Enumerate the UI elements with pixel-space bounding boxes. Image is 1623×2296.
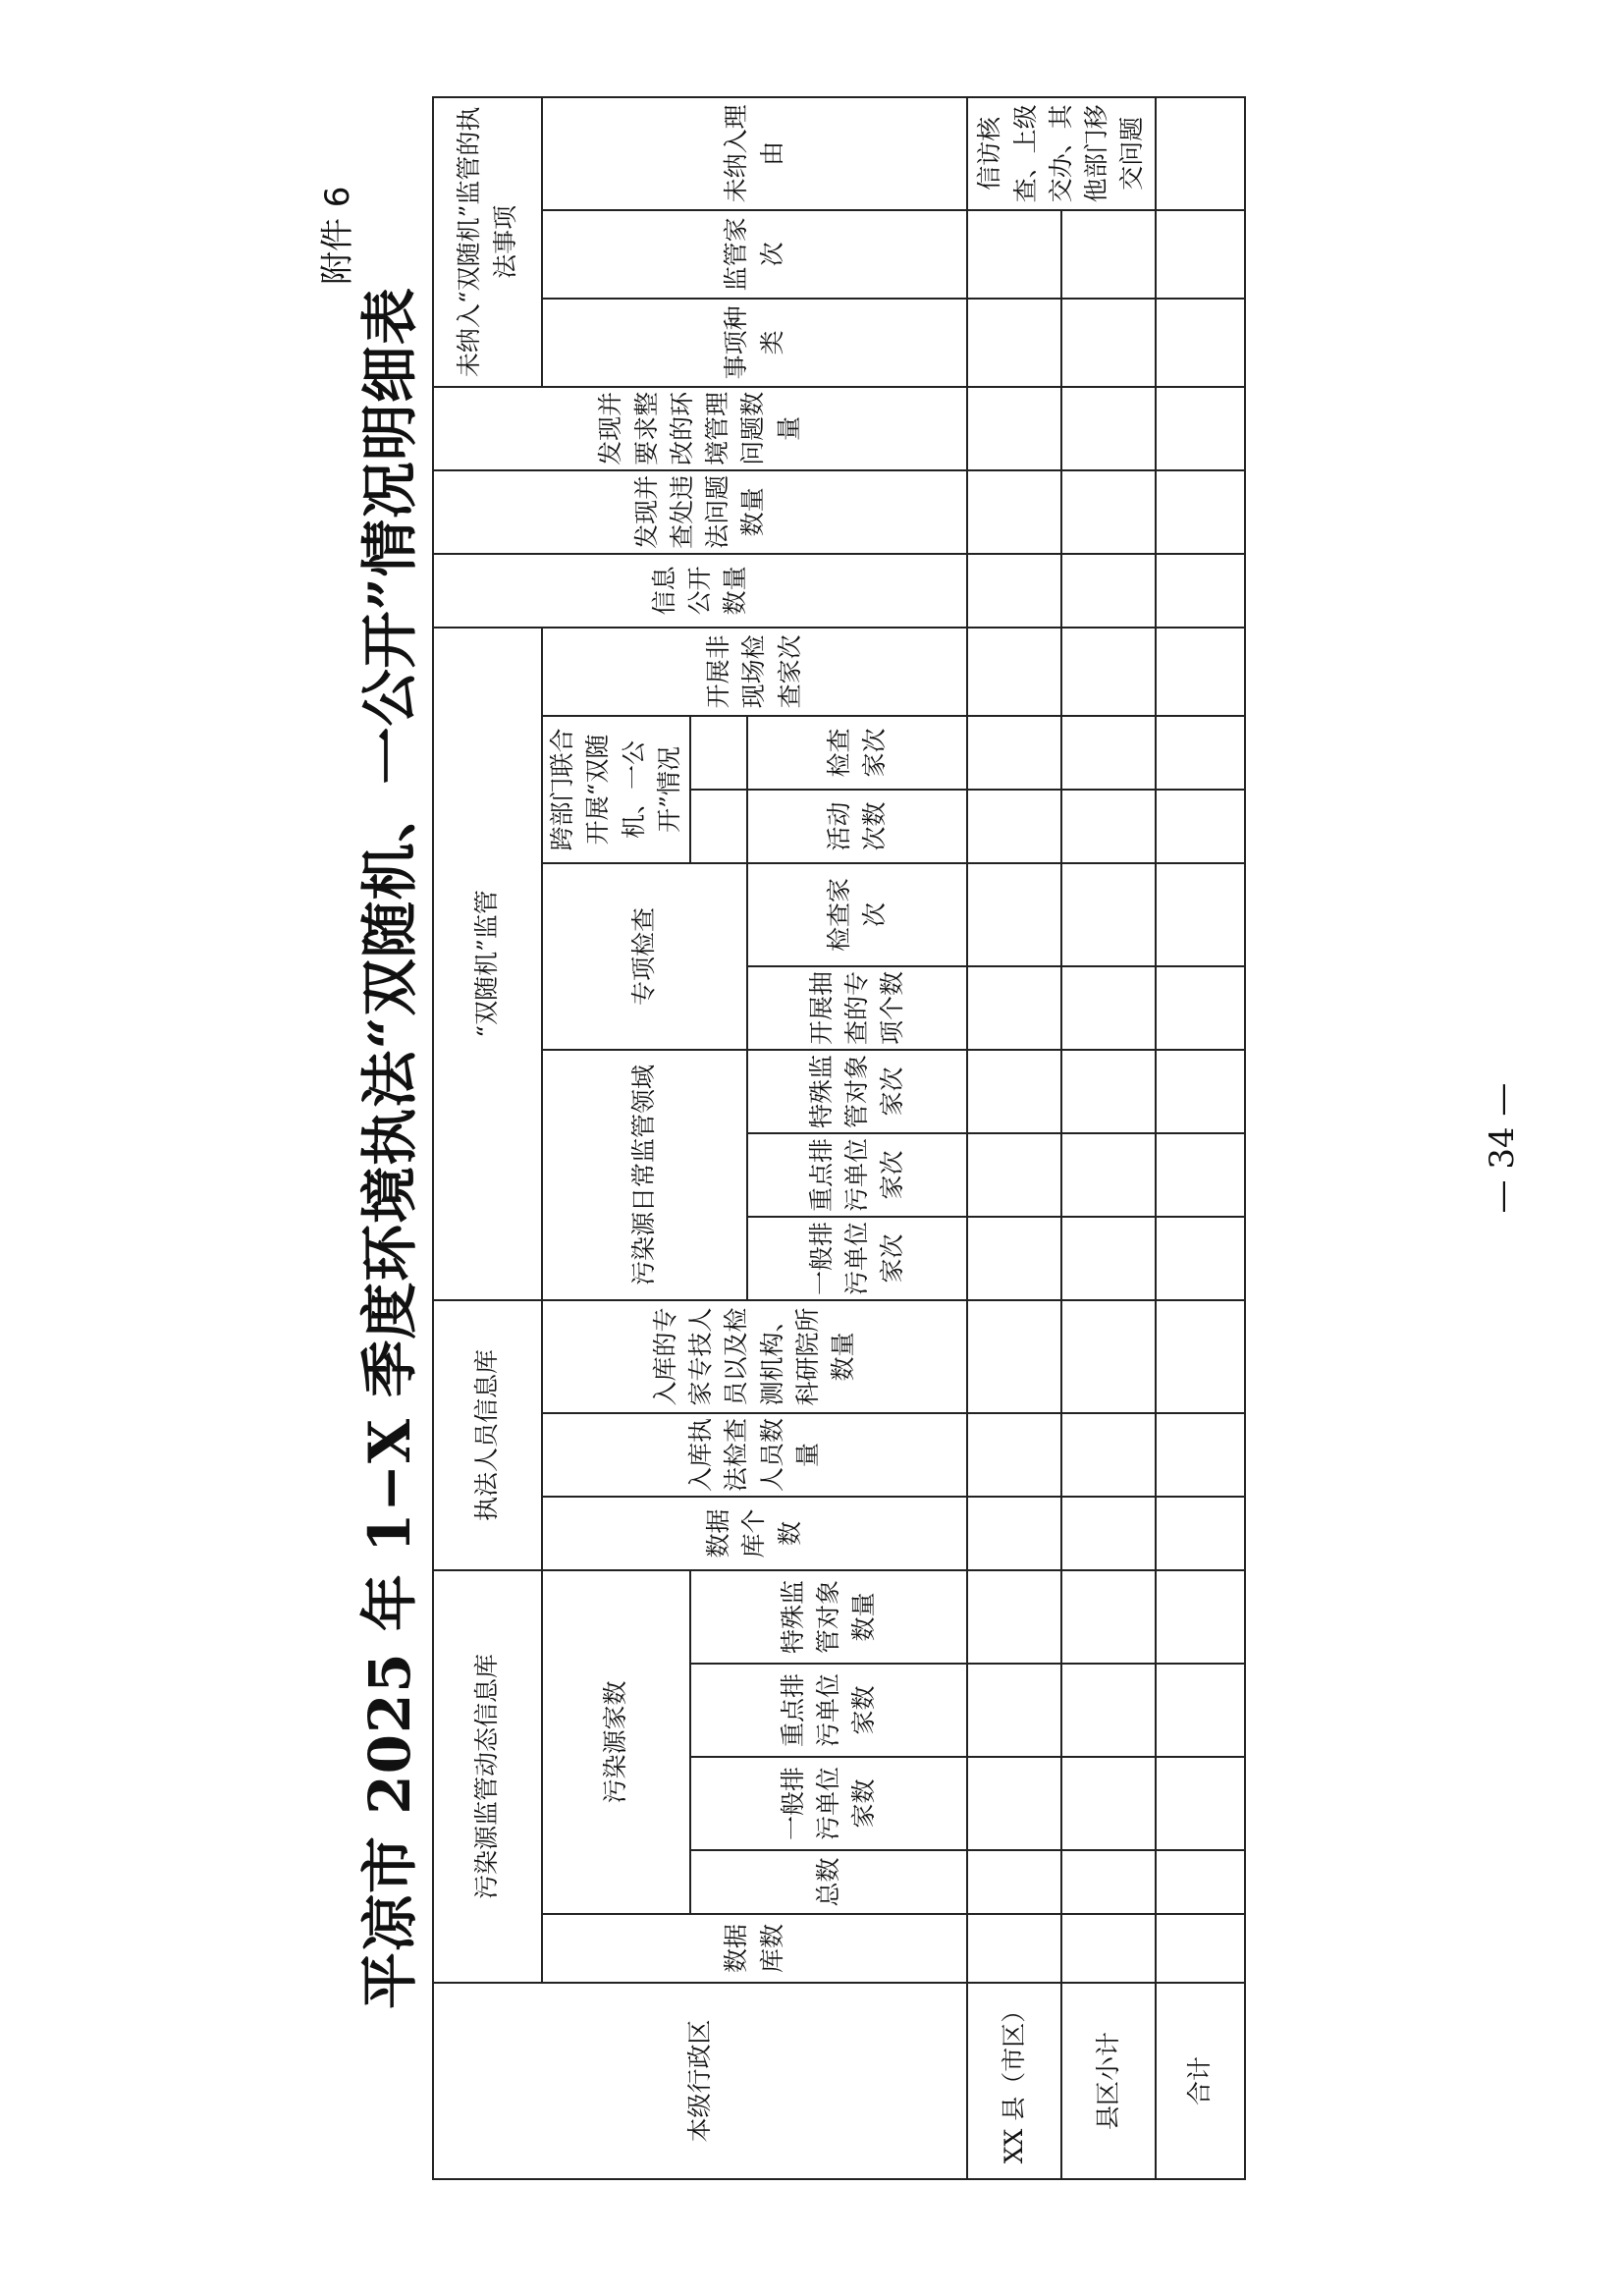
header-row-1 — [433, 97, 542, 2179]
row-reason: 信访核查、上级交办、其他部门移交问题 — [967, 97, 1156, 210]
header-info-disclosure: 信息公开数量 — [433, 554, 967, 628]
header-enforcer-db-count: 数据库个数 — [542, 1497, 967, 1570]
attachment-label: 附件 6 — [318, 186, 357, 285]
table-row — [1061, 97, 1156, 2179]
header-illegal-found: 发现并查处违法问题数量 — [433, 470, 967, 554]
header-source-count: 污染源家数 — [542, 1570, 690, 1914]
header-daily-general: 一般排污单位家次 — [747, 1217, 967, 1300]
header-daily-special: 特殊监管对象家次 — [747, 1050, 967, 1133]
header-not-included: 未纳入“双随机”监管的执法事项 — [433, 97, 542, 387]
header-item-types: 事项种类 — [542, 299, 967, 387]
header-cross-blank-2 — [690, 716, 747, 790]
header-db-count: 数据库数 — [542, 1914, 967, 1983]
row-label: 县区小计 — [1061, 1983, 1156, 2179]
header-key-units: 重点排污单位家数 — [690, 1664, 967, 1757]
header-total: 总数 — [690, 1850, 967, 1914]
statistics-table — [432, 96, 1246, 2180]
table-row — [967, 97, 1061, 2179]
table-row — [1156, 97, 1245, 2179]
header-special-items: 开展抽查的专项个数 — [747, 966, 967, 1050]
header-cross-visits: 检查家次 — [747, 716, 967, 790]
header-region: 本级行政区 — [433, 1983, 967, 2179]
header-cross-blank-1 — [690, 790, 747, 863]
header-cross-dept: 跨部门联合开展“双随机、一公开”情况 — [542, 716, 690, 863]
header-enforcer-count: 入库执法检查人员数量 — [542, 1413, 967, 1497]
row-label: 合计 — [1156, 1983, 1245, 2179]
header-enforcer-db: 执法人员信息库 — [433, 1300, 542, 1570]
header-dual-random: “双随机”监管 — [433, 628, 542, 1300]
header-supervised-visits: 监管家次 — [542, 210, 967, 299]
page-number: — 34 — — [1483, 1082, 1522, 1214]
header-cross-activities: 活动次数 — [747, 790, 967, 863]
row-label: XX 县（市区） — [967, 1983, 1061, 2179]
rotated-page — [118, 0, 1623, 2296]
header-reason: 未纳入理由 — [542, 97, 967, 210]
header-special-units: 特殊监管对象数量 — [690, 1570, 967, 1664]
header-pollution-db: 污染源监管动态信息库 — [433, 1570, 542, 1983]
header-mgmt-problems: 发现并要求整改的环境管理问题数量 — [433, 387, 967, 470]
header-nonsite: 开展非现场检查家次 — [542, 628, 967, 716]
header-daily-key: 重点排污单位家次 — [747, 1133, 967, 1217]
document-title: 平凉市 2025 年 1−X 季度环境执法“双随机、一公开”情况明细表 — [356, 287, 423, 2009]
header-special-inspection: 专项检查 — [542, 863, 747, 1050]
header-general-units: 一般排污单位家数 — [690, 1757, 967, 1850]
header-special-visits: 检查家次 — [747, 863, 967, 966]
header-daily-supervision: 污染源日常监管领域 — [542, 1050, 747, 1300]
header-expert-count: 入库的专家专技人员以及检测机构、科研院所数量 — [542, 1300, 967, 1413]
